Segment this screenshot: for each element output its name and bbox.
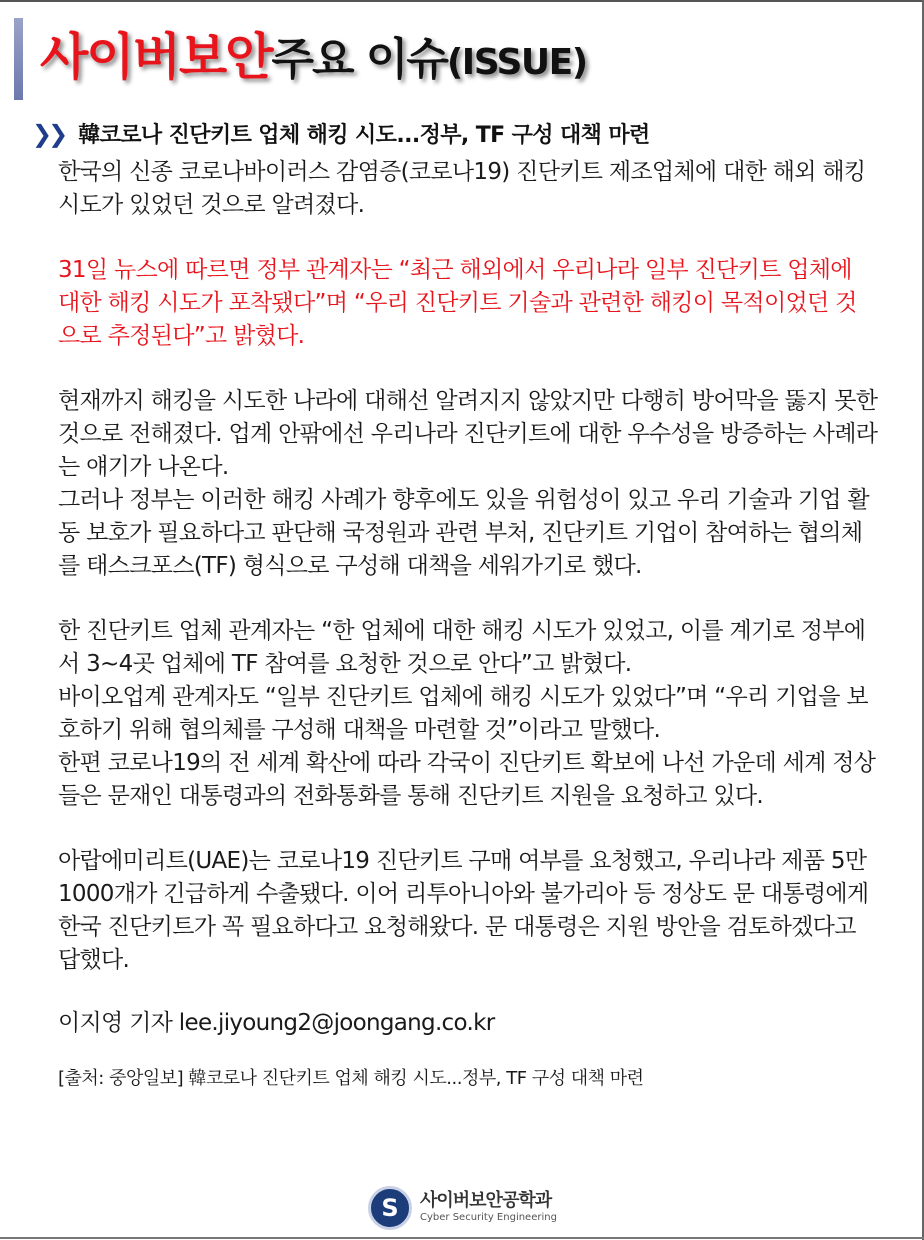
headline-row bbox=[32, 118, 650, 149]
title-accent-bar bbox=[14, 18, 23, 100]
paragraph-6: 바이오업계 관계자도 “일부 진단키트 업체에 해킹 시도가 있었다”며 “우리 기업을 보호하기 위해 협의체를 구성해 대책을 마련할 것”이라고 말했다. bbox=[58, 684, 868, 743]
top-border bbox=[0, 0, 924, 2]
paragraph-4: 그러나 정부는 이러한 해킹 사례가 향후에도 있을 위험성이 있고 우리 기술과 기업 활동 보호가 필요하다고 판단해 국정원과 관련 부처, 진단키트 기업이 참여하는 협의체를 태스크포스(TF) 형식으로 구성해 대책을 세워가기로 했다. bbox=[58, 487, 869, 579]
article-headline: 韓코로나 진단키트 업체 해킹 시도...정부, TF 구성 대책 마련 bbox=[78, 123, 650, 148]
shield-s-logo-icon: S bbox=[368, 1186, 412, 1230]
double-chevron-right-icon: ❯❯ bbox=[32, 119, 65, 148]
department-name: 사이버보안공학과 bbox=[420, 1190, 552, 1211]
article-body bbox=[58, 156, 878, 1095]
title-red-part: 사이버보안 bbox=[40, 28, 272, 86]
paragraph-8: 아랍에미리트(UAE)는 코로나19 진단키트 구매 여부를 요청했고, 우리나라 제품 5만1000개가 긴급하게 수출됐다. 이어 리투아니아와 불가리아 등 정상도 문 대통령에게 한국 진단키트가 꼭 필요하다고 요청해왔다. 문 대통령은 지원 방안을 검토하겠다고 답했다. bbox=[58, 848, 869, 973]
byline: 이지영 기자 lee.jiyoung2@joongang.co.kr bbox=[58, 1010, 495, 1036]
paragraph-7: 한편 코로나19의 전 세계 확산에 따라 각국이 진단키트 확보에 나선 가운데 세계 정상들은 문재인 대통령과의 전화통화를 통해 진단키트 지원을 요청하고 있다. bbox=[58, 750, 876, 809]
paragraph-2-highlight: 31일 뉴스에 따르면 정부 관계자는 “최근 해외에서 우리나라 일부 진단키트 업체에 대한 해킹 시도가 포착됐다”며 “우리 진단키트 기술과 관련한 해킹이 목적이었던 것으로 추정된다”고 밝혔다. bbox=[58, 257, 857, 349]
footer-logo bbox=[368, 1186, 557, 1230]
paragraph-5: 한 진단키트 업체 관계자는 “한 업체에 대한 해킹 시도가 있었고, 이를 계기로 정부에서 3~4곳 업체에 TF 참여를 요청한 것으로 안다”고 밝혔다. bbox=[58, 618, 866, 677]
page-title bbox=[40, 22, 587, 98]
source-citation: [출처: 중앙일보] 韓코로나 진단키트 업체 해킹 시도...정부, TF 구성 대책 마련 bbox=[58, 1068, 644, 1089]
paragraph-3: 현재까지 해킹을 시도한 나라에 대해선 알려지지 않았지만 다행히 방어막을 뚫지 못한 것으로 전해졌다. 업계 안팎에선 우리나라 진단키트에 대한 우수성을 방증하는 사례라는 얘기가 나온다. bbox=[58, 388, 878, 480]
bottom-border bbox=[0, 1237, 924, 1239]
paragraph-1: 한국의 신종 코로나바이러스 감염증(코로나19) 진단키트 제조업체에 대한 해외 해킹 시도가 있었던 것으로 알려졌다. bbox=[58, 159, 866, 218]
department-name-en: Cyber Security Engineering bbox=[420, 1212, 557, 1223]
title-paren-part: (ISSUE) bbox=[446, 42, 587, 83]
title-black-part: 주요 이슈 bbox=[271, 34, 447, 85]
